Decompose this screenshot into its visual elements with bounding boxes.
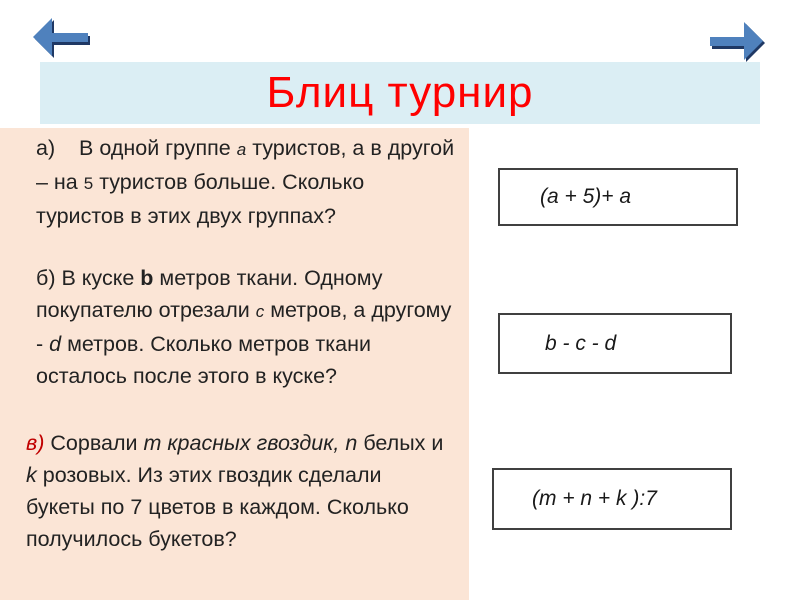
arrow-left-icon[interactable]: [32, 14, 92, 64]
task-v-label: в): [26, 431, 45, 455]
task-v-text-4: розовых. Из этих гвоздик сделали букеты по: [26, 463, 382, 519]
task-v-num-7: 7: [130, 495, 143, 519]
task-b-text-4: метров. Сколько метров ткани осталось после этого в куске?: [36, 332, 371, 388]
task-b-text-1: В куске: [61, 266, 135, 290]
task-b-text-2: метров ткани. Одному покупателю отрезали: [36, 266, 383, 322]
task-panel: [0, 128, 469, 600]
task-v: [26, 427, 456, 555]
task-a: [36, 132, 456, 232]
task-v-text-2: красных гвоздик,: [167, 431, 340, 455]
task-a-label: а): [36, 136, 56, 160]
answer-b-text: b - c - d: [545, 331, 617, 355]
answer-box-a: [498, 168, 738, 226]
answer-a-text: (a + 5)+ a: [540, 185, 632, 208]
task-b-label: б): [36, 266, 56, 290]
task-b-text-3: метров, а другому -: [36, 298, 452, 356]
title-band: [40, 62, 760, 124]
task-b: [36, 262, 456, 392]
answer-box-v: [492, 468, 732, 530]
answer-v-text: (m + n + k ):7: [532, 487, 657, 510]
task-a-num-5: 5: [83, 174, 94, 193]
task-b-var-b: b: [140, 266, 154, 290]
answer-box-b: [498, 313, 732, 374]
task-a-text-1: В одной группе: [79, 136, 231, 160]
arrow-right-icon[interactable]: [708, 18, 768, 68]
task-v-var-n: n: [345, 431, 358, 455]
task-v-text-5: цветов в каждом. Сколько получилось букетов?: [26, 495, 409, 551]
task-a-text-2: туристов, а в другой – на: [36, 136, 455, 194]
task-b-var-c: c: [255, 302, 265, 321]
task-a-var-a: a: [236, 140, 247, 159]
task-v-text-3: белых и: [363, 431, 444, 455]
task-b-var-d: d: [49, 332, 62, 356]
task-v-var-m: m: [143, 431, 162, 455]
page-title: Блиц турнир: [266, 68, 534, 117]
task-v-text-1: Сорвали: [50, 431, 138, 455]
task-a-text-3: туристов больше. Сколько туристов в этих двух группах?: [36, 170, 365, 228]
task-v-var-k: k: [26, 463, 37, 487]
